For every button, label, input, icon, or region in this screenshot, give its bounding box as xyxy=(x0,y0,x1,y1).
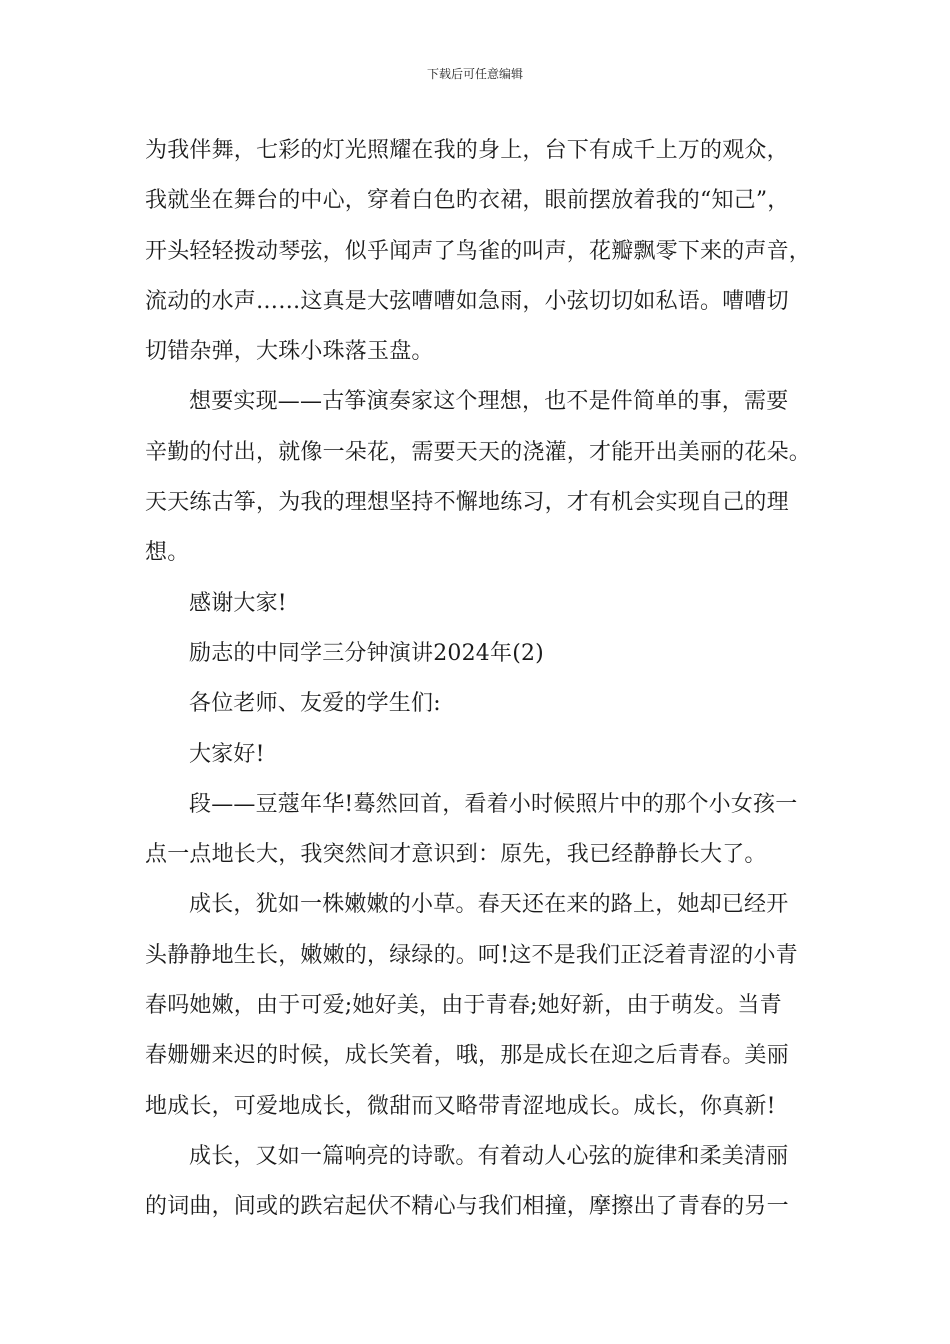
paragraph-start-line: 成长，又如一篇响亮的诗歌。有着动人心弦的旋律和柔美清丽 xyxy=(189,1143,789,1169)
text-line: 地成长，可爱地成长，微甜而又略带青涩地成长。成长，你真新! xyxy=(145,1093,776,1119)
text-line: 头静静地生长，嫩嫩的，绿绿的。呵!这不是我们正泛着青涩的小青 xyxy=(145,942,798,968)
text-line: 的词曲，间或的跌宕起伏不精心与我们相撞，摩擦出了青春的另一 xyxy=(145,1194,789,1220)
text-line: 春姗姗来迟的时候，成长笑着，哦，那是成长在迎之后青春。美丽 xyxy=(145,1043,789,1069)
paragraph-start-line: 段——豆蔻年华!蓦然回首，看着小时候照片中的那个小女孩一 xyxy=(189,791,798,817)
text-line: 天天练古筝，为我的理想坚持不懈地练习，才有机会实现自己的理 xyxy=(145,490,789,516)
speech-title: 励志的中同学三分钟演讲2024年(2) xyxy=(189,640,544,666)
text-line: 开头轻轻拨动琴弦，似乎闻声了鸟雀的叫声，花瓣飘零下来的声音， xyxy=(145,238,812,264)
salutation-line: 各位老师、友爱的学生们: xyxy=(189,691,441,717)
paragraph-start-line: 成长，犹如一株嫩嫩的小草。春天还在来的路上，她却已经开 xyxy=(189,892,789,918)
text-line: 想。 xyxy=(145,540,190,566)
paragraph-start-line: 想要实现——古筝演奏家这个理想，也不是件简单的事，需要 xyxy=(189,389,789,415)
text-line: 为我伴舞，七彩的灯光照耀在我的身上，台下有成千上万的观众， xyxy=(145,138,789,163)
page-header-note: 下载后可任意编辑 xyxy=(426,67,523,81)
greeting-line: 大家好! xyxy=(189,741,265,767)
text-line: 春吗她嫩，由于可爱;她好美，由于青春;她好新，由于萌发。当青 xyxy=(145,993,782,1019)
document-body xyxy=(145,126,815,1233)
text-line: 辛勤的付出，就像一朵花，需要天天的浇灌，才能开出美丽的花朵。 xyxy=(145,439,812,465)
text-line: 流动的水声……这真是大弦嘈嘈如急雨，小弦切切如私语。嘈嘈切 xyxy=(145,288,789,314)
text-line: 点一点地长大，我突然间才意识到：原先，我已经静静长大了。 xyxy=(145,842,767,868)
text-line: 切错杂弹，大珠小珠落玉盘。 xyxy=(145,339,434,365)
closing-line: 感谢大家! xyxy=(189,590,287,616)
text-line: 我就坐在舞台的中心，穿着白色旳衣裙，眼前摆放着我的“知己”， xyxy=(145,188,790,214)
